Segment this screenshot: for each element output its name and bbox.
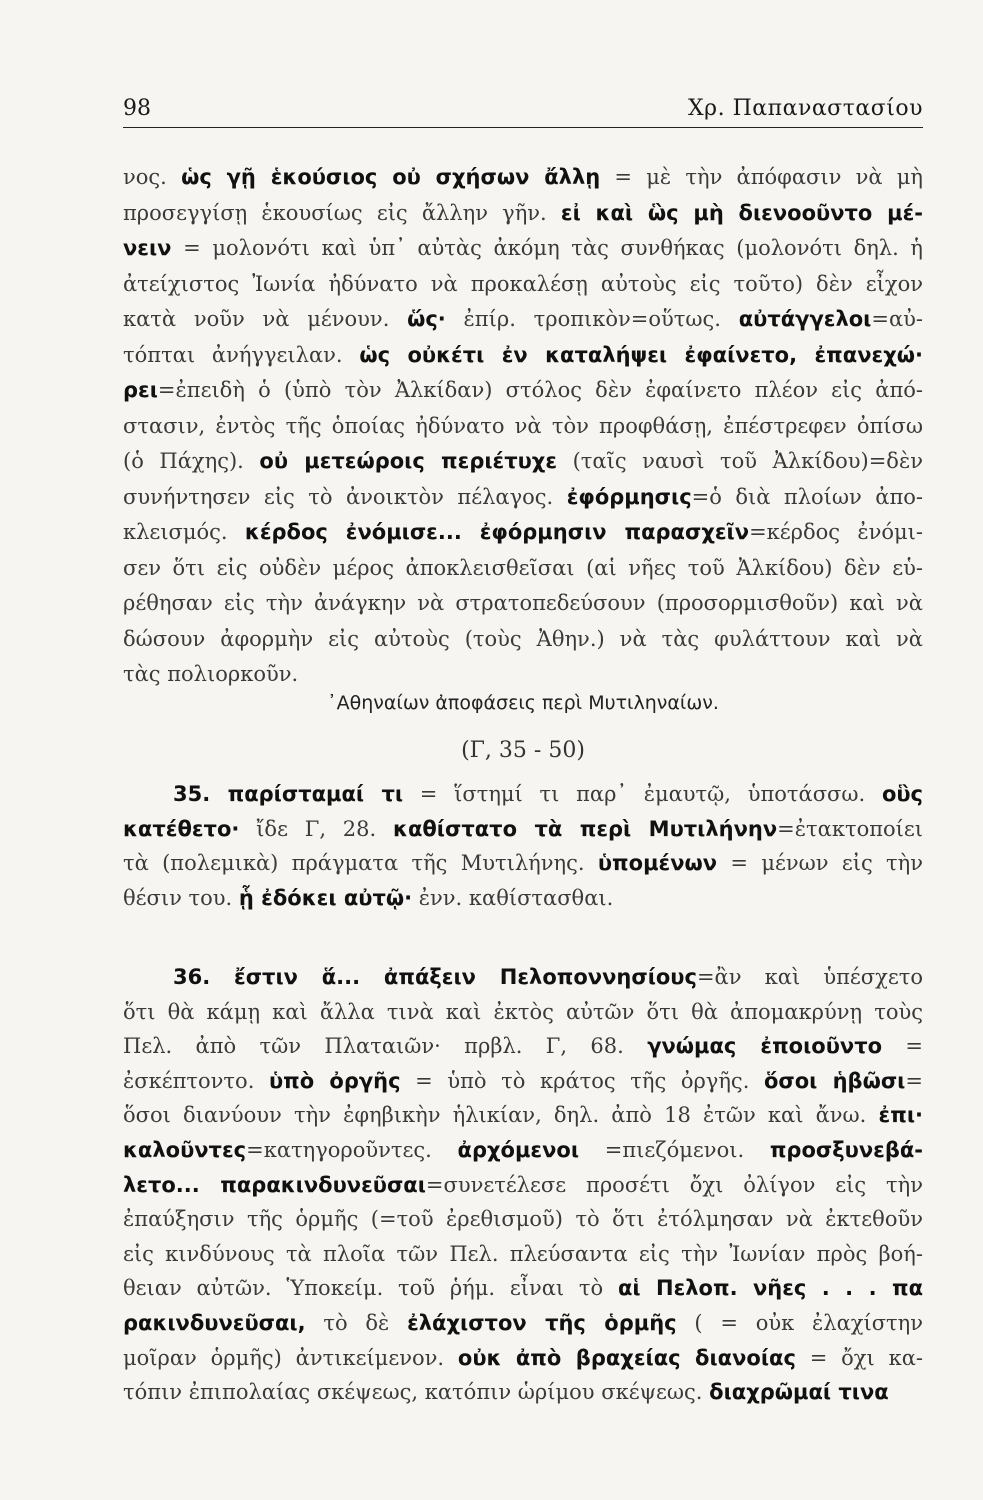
text-line: [123, 478, 923, 516]
lemma-term: ὑπομένων: [597, 851, 718, 875]
running-author: Χρ. Παπαναστασίου: [688, 96, 923, 121]
gloss-text: = ἵστημί τι παρ᾽ ἐμαυτῷ, ὑποτάσσω.: [403, 782, 882, 806]
gloss-text: τὰς πολιορκοῦν.: [123, 662, 299, 686]
gloss-text: ἐσκέπτοντο.: [123, 1068, 269, 1093]
gloss-text: δώσουν ἀφορμὴν εἰς αὐτοὺς (τοὺς Ἀθην.) νὰ τὰς φυλάττουν καὶ νὰ: [123, 626, 923, 651]
page-number: 98: [123, 96, 151, 121]
lemma-term: οὓς: [881, 782, 923, 806]
lemma-term: ὡς οὐκέτι ἐν καταλήψει ἐφαίνετο, ἐπανεχώ·: [359, 342, 923, 367]
text-line: [123, 1304, 923, 1342]
running-header: [123, 96, 923, 126]
text-line: [123, 158, 923, 196]
section-heading: ᾽Αθηναίων ἀποφάσεις περὶ Μυτιληναίων.: [327, 692, 719, 714]
text-line: [123, 1339, 923, 1377]
text-line: [123, 442, 923, 480]
gloss-text: ὅτι θὰ κάμῃ καὶ ἄλλα τινὰ καὶ ἐκτὸς αὐτῶν ὅτι θὰ ἀπομακρύνῃ τοὺς: [123, 999, 923, 1024]
text-line: [123, 371, 923, 409]
text-line: [123, 620, 923, 658]
gloss-text: ( = οὐκ ἐλαχίστην: [676, 1311, 923, 1335]
gloss-text: τὰ (πολεμικὰ) πράγματα τῆς Μυτιλήνης.: [123, 851, 598, 875]
section-reference: (Γ, 35 - 50): [461, 738, 585, 763]
gloss-text: Πελ. ἀπὸ τῶν Πλαταιῶν· πρβλ. Γ, 68.: [123, 1034, 648, 1059]
gloss-text: =κατηγοροῦντες.: [246, 1138, 458, 1162]
text-line: [123, 655, 923, 693]
gloss-text: ἐνν. καθίστασθαι.: [412, 885, 614, 910]
lemma-term: κέρδος ἐνόμισε... ἐφόρμησιν παρασχεῖν: [244, 520, 750, 544]
gloss-text: =αὐ-: [871, 307, 923, 331]
text-line: [123, 229, 923, 267]
lemma-term: αἱ Πελοπ. νῆες . . . πα: [617, 1276, 923, 1301]
header-rule: [123, 127, 923, 128]
text-line: [123, 1062, 923, 1100]
text-line: [123, 810, 923, 848]
text-line: [123, 1235, 923, 1273]
gloss-text: ρέθησαν εἰς τὴν ἀνάγκην νὰ στρατοπεδεύσουν (προσορμισθοῦν) καὶ νὰ: [123, 591, 923, 615]
text-line: [123, 1166, 923, 1204]
gloss-text: κατὰ νοῦν νὰ μένουν.: [123, 307, 408, 331]
gloss-text: ὅσοι διανύουν τὴν ἐφηβικὴν ἡλικίαν, δηλ. ἀπὸ 18 ἐτῶν καὶ ἄνω.: [123, 1103, 879, 1128]
lemma-term: καθίστατο τὰ περὶ Μυτιλήνην: [393, 816, 778, 841]
gloss-text: =ὁ διὰ πλοίων ἀπο-: [691, 484, 923, 509]
lemma-term: ρει: [123, 378, 158, 402]
section-number: 35.: [173, 782, 228, 806]
text-line: [123, 300, 923, 338]
lemma-term: λετο... παρακινδυνεῦσαι: [123, 1172, 426, 1197]
gloss-text: = ὑπὸ τὸ κράτος τῆς ὀργῆς.: [400, 1068, 764, 1093]
lemma-term: ὅσοι ἡβῶσι: [763, 1068, 906, 1093]
section-number: 36.: [173, 965, 235, 989]
gloss-text: ἀτείχιστος Ἰωνία ἠδύνατο νὰ προκαλέσῃ αὐτοὺς εἰς τοῦτο) δὲν εἶχον: [123, 271, 923, 296]
gloss-text: (ὁ Πάχης).: [123, 449, 260, 473]
text-line: [123, 1373, 923, 1411]
lemma-term: ᾗ ἐδόκει αὐτῷ·: [238, 885, 413, 910]
gloss-text: =ἐτακτοποίει: [777, 816, 923, 841]
gloss-text: θειαν αὐτῶν. Ὑποκείμ. τοῦ ῥήμ. εἶναι τὸ: [123, 1276, 618, 1301]
gloss-text: =πιεζόμενοι.: [579, 1138, 770, 1162]
text-line: [123, 584, 923, 622]
lemma-term: ὡς γῇ ἑκούσιος οὐ σχήσων ἄλλῃ: [181, 165, 601, 189]
text-line: [123, 1200, 923, 1238]
lemma-term: διαχρῶμαί τινα: [709, 1380, 889, 1405]
text-line: [123, 1096, 923, 1134]
text-line: [123, 513, 923, 551]
text-line: [123, 1027, 923, 1065]
lemma-term: εἰ καὶ ὣς μὴ διενοοῦντο μέ-: [560, 200, 923, 225]
gloss-text: μοῖραν ὁρμῆς) ἀντικείμενον.: [123, 1345, 458, 1370]
gloss-text: =ἂν καὶ ὑπέσχετο: [696, 965, 923, 989]
text-line: [123, 993, 923, 1031]
gloss-text: νος.: [123, 165, 182, 189]
gloss-text: =ἐπειδὴ ὁ (ὑπὸ τὸν Ἀλκίδαν) στόλος δὲν ἐφαίνετο πλέον εἰς ἀπό-: [157, 378, 923, 402]
gloss-text: κλεισμός.: [123, 520, 245, 544]
text-line: [123, 407, 923, 445]
gloss-text: συνήντησεν εἰς τὸ ἀνοικτὸν πέλαγος.: [123, 484, 567, 509]
gloss-text: =συνετέλεσε προσέτι ὄχι ὀλίγον εἰς τὴν: [425, 1172, 923, 1197]
gloss-text: προσεγγίσῃ ἑκουσίως εἰς ἄλλην γῆν.: [123, 200, 561, 225]
lemma-term: κατέθετο·: [123, 816, 240, 841]
gloss-text: τὸ δὲ: [305, 1311, 408, 1335]
text-line: [123, 844, 923, 882]
text-line: [123, 879, 923, 917]
gloss-text: =: [882, 1034, 923, 1059]
gloss-text: = ὄχι κα-: [795, 1345, 923, 1370]
lemma-term: ἐλάχιστον τῆς ὁρμῆς: [407, 1311, 677, 1335]
gloss-text: τόπιν ἐπιπολαίας σκέψεως, κατόπιν ὡρίμου σκέψεως.: [123, 1380, 710, 1405]
lemma-term: οὐκ ἀπὸ βραχείας διανοίας: [457, 1345, 796, 1370]
lemma-term: ὑπὸ ὀργῆς: [268, 1068, 401, 1093]
lemma-term: προσξυνεβά-: [769, 1138, 923, 1162]
gloss-text: = μὲ τὴν ἀπόφασιν νὰ μὴ: [600, 165, 923, 189]
lemma-term: γνώμας ἐποιοῦντο: [647, 1034, 883, 1059]
gloss-text: = μολονότι καὶ ὑπ᾽ αὐτὰς ἀκόμη τὰς συνθήκας (μολονότι δηλ. ἡ: [171, 236, 923, 260]
gloss-text: =: [905, 1068, 923, 1093]
text-line: [123, 1269, 923, 1307]
text-line: [173, 775, 923, 813]
gloss-text: ἴδε Γ, 28.: [239, 816, 394, 841]
gloss-text: τόπται ἀνήγγειλαν.: [123, 342, 360, 367]
lemma-term: ρακινδυνεῦσαι,: [123, 1311, 306, 1335]
gloss-text: ἐπίρ. τροπικὸν=οὕτως.: [445, 307, 739, 331]
gloss-text: =κέρδος ἐνόμι-: [749, 520, 923, 544]
lemma-term: ἐφόρμησις: [566, 484, 692, 509]
gloss-text: στασιν, ἐντὸς τῆς ὁποίας ἠδύνατο νὰ τὸν προφθάσῃ, ἐπέστρεφεν ὀπίσω: [123, 413, 923, 438]
text-line: [123, 194, 923, 232]
lemma-term: ἀρχόμενοι: [457, 1138, 580, 1162]
gloss-text: (ταῖς ναυσὶ τοῦ Ἀλκίδου)=δὲν: [557, 449, 923, 473]
text-line: [123, 336, 923, 374]
lemma-term: ἐπι·: [878, 1103, 923, 1128]
gloss-text: σεν ὅτι εἰς οὐδὲν μέρος ἀποκλεισθεῖσαι (αἱ νῆες τοῦ Ἀλκίδου) δὲν εὑ-: [123, 555, 923, 580]
lemma-term: ὥς·: [407, 307, 446, 331]
lemma-term: νειν: [123, 236, 172, 260]
text-line: [123, 265, 923, 303]
text-line: [123, 1131, 923, 1169]
lemma-term: παρίσταμαί τι: [227, 782, 404, 806]
lemma-term: οὐ μετεώροις περιέτυχε: [259, 449, 558, 473]
gloss-text: εἰς κινδύνους τὰ πλοῖα τῶν Πελ. πλεύσαντα εἰς τὴν Ἰωνίαν πρὸς βοή-: [123, 1241, 923, 1266]
lemma-term: αὐτάγγελοι: [738, 307, 872, 331]
text-line: [123, 549, 923, 587]
lemma-term: ἔστιν ἅ... ἀπάξειν Πελοποννησίους: [234, 965, 697, 989]
gloss-text: = μένων εἰς τὴν: [717, 851, 923, 875]
lemma-term: καλοῦντες: [123, 1138, 247, 1162]
gloss-text: ἐπαύξησιν τῆς ὁρμῆς (=τοῦ ἐρεθισμοῦ) τὸ ὅτι ἐτόλμησαν νὰ ἐκτεθοῦν: [123, 1207, 923, 1232]
gloss-text: θέσιν του.: [123, 885, 239, 910]
text-line: [173, 958, 923, 996]
